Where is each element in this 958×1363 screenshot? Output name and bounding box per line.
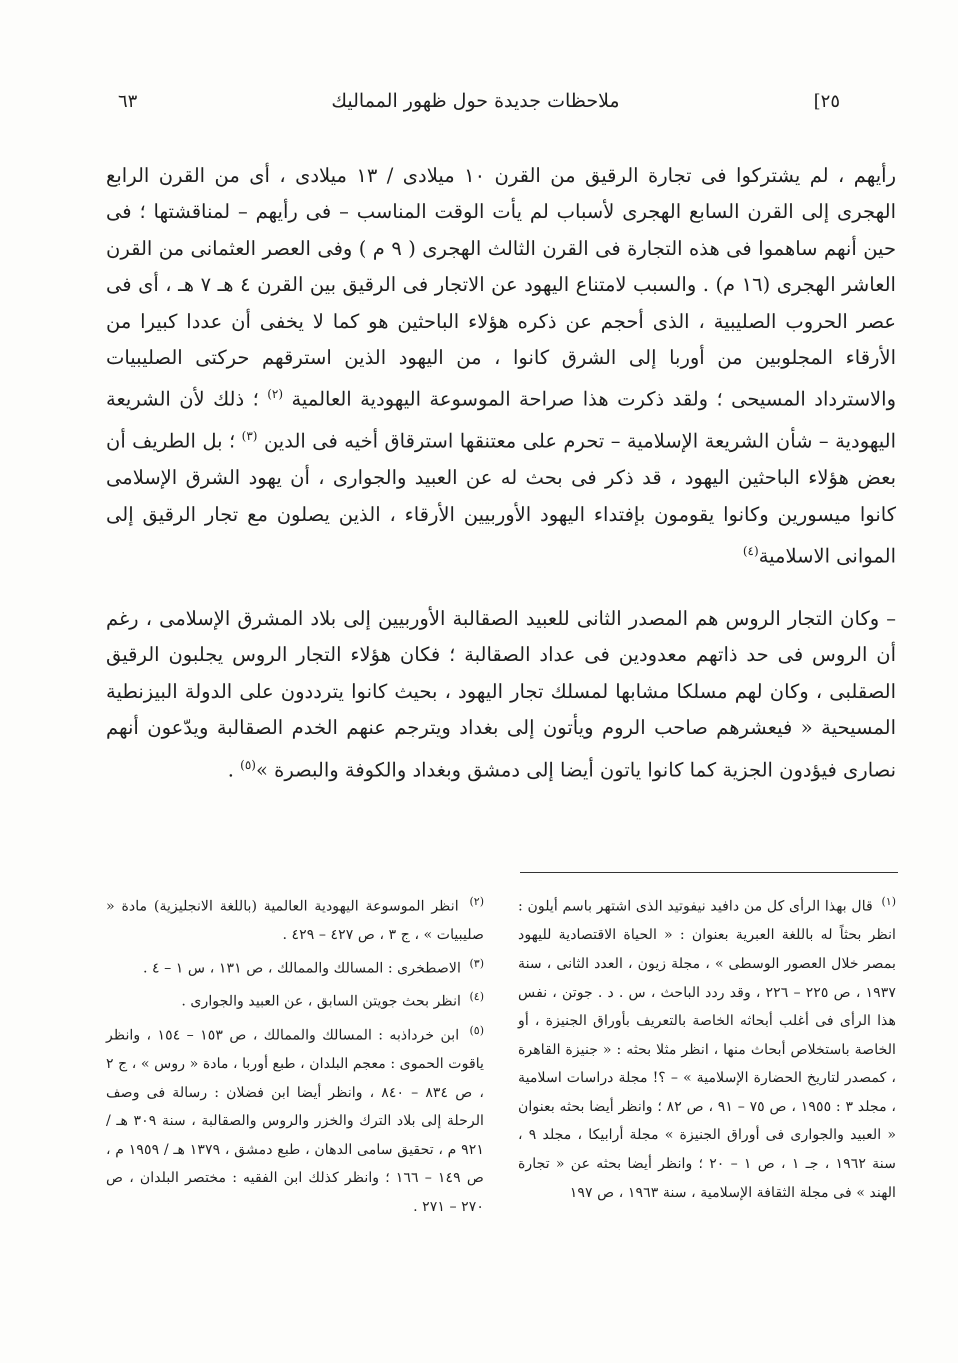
- footnote-3: [106, 950, 484, 983]
- paragraph-1: [106, 158, 896, 575]
- footnote-ref-3: (٣): [241, 429, 258, 444]
- paragraph-2-end: .: [227, 758, 241, 782]
- footnote-3-marker: (٣): [469, 956, 484, 970]
- footnote-5: [106, 1017, 484, 1222]
- paragraph-1b-text: ؛ ذلك لأن الشريعة اليهودية – شأن الشريعة الإسلامية – تحرم على معتنقها استرقاق أخيه فى الدين: [106, 387, 896, 453]
- footnotes-column-right: [518, 888, 896, 1221]
- main-text: [106, 158, 896, 789]
- running-title: ملاحظات جديدة حول ظهور المماليك: [331, 90, 620, 112]
- footnote-ref-4: (٤): [742, 544, 759, 559]
- footnote-2-text: انظر الموسوعة اليهودية العالمية (باللغة الانجليزية) مادة « صليبيات » ، ج ٣ ، ص ٤٢٧ – ٤٢٩ .: [106, 898, 484, 944]
- paragraph-2-text: – وكان التجار الروس هم المصدر الثانى للعبيد الصقالبة الأوربيين إلى بلاد المشرق الإسلامى ، رغم أن الروس فى حد ذاتهم معدودين فى عداد الصقالبة ؛ فكان هؤلاء التجار الروس يجلبون الرقيق الصقلبى ، وكان لهم مسلكا مشابها لمسلك تجار اليهود ، بحيث كانوا يترددون على الدولة البيزنطية المسيحية « فيعشرهم صاحب الروم ويأتون إلى بغداد ويترجم عنهم الخدم الصقالبة ويدّعون أنهم نصارى فيؤدون الجزية كما كانوا ياتون أيضا إلى دمشق وبغداد والكوفة والبصرة »: [106, 606, 896, 782]
- footnote-2: [106, 888, 484, 950]
- footnote-5-marker: (٥): [469, 1023, 484, 1037]
- footnote-5-text: ابن خرداذبه : المسالك والممالك ، ص ١٥٣ – ١٥٤ ، وانظر ياقوت الحموى : معجم البلدان ، طبع أوربا ، مادة « روس » ، ج ٢ ، ص ٨٣٤ – ٨٤٠ ، وانظر أيضا ابن فضلان : رسالة فى وصف الرحلة إلى بلاد الترك والخزر والروس والصقالبة ، سنة ٣٠٩ هـ / ٩٢١ م ، تحقيق سامى الدهان ، طبع دمشق ، ١٣٧٩ هـ / ١٩٥٩ م ، ص ١٤٩ – ١٦٦ ؛ وانظر كذلك ابن الفقيه : مختصر البلدان ، ص ٢٧٠ – ٢٧١ .: [106, 1027, 485, 1215]
- footnote-1-marker: (١): [881, 895, 896, 908]
- footnote-2-marker: (٢): [469, 895, 484, 908]
- footnote-ref-2: (٢): [267, 387, 284, 402]
- footnote-3-text: الاصطخرى : المسالك والممالك ، ص ١٣١ ، س ١ – ٤ .: [143, 960, 461, 977]
- page-number: ٦٣: [118, 90, 138, 112]
- footnote-ref-5: (٥): [240, 757, 256, 772]
- footnote-1-text: قال بهذا الرأى كل من دافيد نيفوتيد الذى اشتهر باسم أيلون : انظر بحثاً له باللغة العبرية بعنوان : « الحياة الاقتصادية لليهود بمصر خلال العصور الوسطى » ، مجلة زيون ، العدد الثانى ، سنة ١٩٣٧ ، ص ٢٢٥ – ٢٢٦ ، وقد ردد الباحث ، س . د . جوتن ، نفس هذا الرأى فى أغلب أبحاثه الخاصة بالتعريف بأوراق الجنيزة ، أو الخاصة باستخلاص أبحاث منها ، انظر مثلا بحثه : « جنيزة القاهرة ، كمصدر لتاريخ الحضارة الإسلامية » – ؟! مجلة دراسات اسلامية ، مجلد ٣ : ١٩٥٥ ، ص ٧٥ – ٩١ ، ص ٨٢ ؛ وانظر أيضا بحثه بعنوان « العبيد والجوارى فى أوراق الجنيزة » مجلة أرابيكا ، مجلد ٩ ، سنة ١٩٦٢ ، جـ ١ ، ص ١ – ٢٠ ؛ وانظر أيضا بحثه عن « تجارة الهند » فى مجلة الثقافة الإسلامية ، سنة ١٩٦٣ ، ص ١٩٧: [518, 898, 897, 1201]
- footnote-4-marker: (٤): [469, 990, 484, 1004]
- section-mark: [٢٥: [813, 90, 840, 112]
- footnotes-column-left: [106, 888, 484, 1221]
- footnotes: [106, 888, 896, 1221]
- footnote-4: [106, 983, 484, 1016]
- footnote-1: [518, 888, 896, 1207]
- footnote-separator: [520, 872, 898, 873]
- footnote-4-text: انظر بحث جويتن السابق ، عن العبيد والجوارى .: [181, 993, 461, 1010]
- paragraph-1c-text: ؛ بل الطريف أن بعض هؤلاء الباحثين اليهود ، قد ذكر فى بحث له عن العبيد والجوارى ، أن يهود الشرق الإسلامى كانوا ميسورين وكانوا يقومون بإفتداء اليهود الأوربيين الأرقاء ، الذين يصلون مع تجار الرقيق إلى الموانى الاسلامية: [106, 429, 896, 568]
- running-header: [118, 86, 840, 116]
- paragraph-1-text: رأيهم ، لم يشتركوا فى تجارة الرقيق من القرن ١٠ ميلادى / ١٣ ميلادى ، أى من القرن الرابع الهجرى إلى القرن السابع الهجرى لأسباب لم يأت الوقت المناسب – فى رأيهم – لمناقشتها ؛ فى حين أنهم ساهموا فى هذه التجارة فى القرن الثالث الهجرى ( ٩ م ) وفى العصر العثمانى من القرن العاشر الهجرى (١٦ م) . والسبب لامتناع اليهود عن الاتجار فى الرقيق بين القرن ٤ هـ ٧ هـ ، أى فى عصر الحروب الصليبية ، الذى أحجم عن ذكره هؤلاء الباحثين هو كما لا يخفى أن عددا كبيرا من الأرقاء المجلوبين من أوربا إلى الشرق كانوا ، من اليهود الذين استرقهم حركتى الصليبيات والاسترداد المسيحى ؛ ولقد ذكرت هذا صراحة الموسوعة اليهودية العالمية: [106, 164, 896, 411]
- paragraph-2: [106, 601, 896, 789]
